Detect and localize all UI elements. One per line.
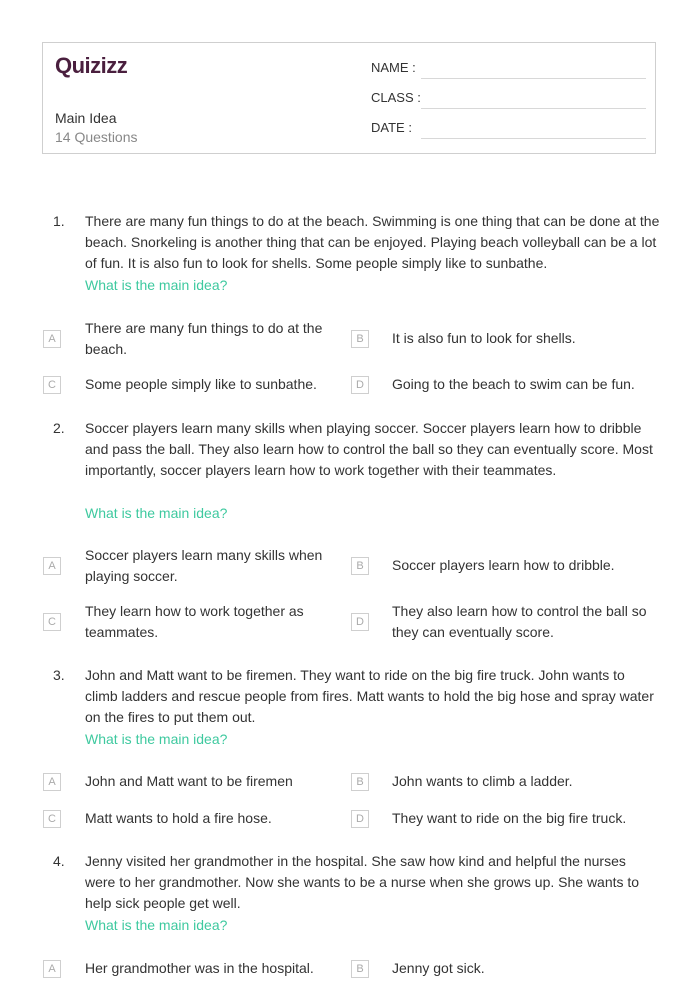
option-a-box[interactable]: A xyxy=(43,773,61,791)
option-a-text[interactable]: There are many fun things to do at the beach. xyxy=(85,320,323,357)
option-d-text[interactable]: They want to ride on the big fire truck. xyxy=(392,810,627,826)
question-prompt: What is the main idea? xyxy=(85,505,228,521)
worksheet-header xyxy=(42,42,656,154)
question-number: 3. xyxy=(53,667,65,683)
name-field[interactable] xyxy=(421,78,646,79)
question-number: 2. xyxy=(53,420,65,436)
option-b-box[interactable]: B xyxy=(351,330,369,348)
question-text: There are many fun things to do at the beach. Swimming is one thing that can be done at the beach. Snorkeling is another thing that can be enjoyed. Playing beach volleyball can be a lot of fun. It is also fun to look for shells. Some people simply like to sunbathe. xyxy=(85,213,660,271)
option-c-box[interactable]: C xyxy=(43,376,61,394)
question-number: 4. xyxy=(53,853,65,869)
date-field[interactable] xyxy=(421,138,646,139)
question-prompt: What is the main idea? xyxy=(85,731,228,747)
quizizz-logo: Quizizz xyxy=(55,53,128,78)
option-d-text[interactable]: They also learn how to control the ball so they can eventually score. xyxy=(392,603,647,640)
option-a-text[interactable]: Soccer players learn many skills when playing soccer. xyxy=(85,547,323,584)
question-prompt: What is the main idea? xyxy=(85,917,228,933)
name-label: NAME : xyxy=(371,60,416,75)
option-d-box[interactable]: D xyxy=(351,376,369,394)
option-d-text[interactable]: Going to the beach to swim can be fun. xyxy=(392,376,635,392)
question-number: 1. xyxy=(53,213,65,229)
option-a-text[interactable]: Her grandmother was in the hospital. xyxy=(85,960,314,976)
option-d-box[interactable]: D xyxy=(351,810,369,828)
option-a-box[interactable]: A xyxy=(43,557,61,575)
option-a-box[interactable]: A xyxy=(43,330,61,348)
question-count: 14 Questions xyxy=(55,129,138,145)
option-b-text[interactable]: John wants to climb a ladder. xyxy=(392,773,573,789)
class-field[interactable] xyxy=(421,108,646,109)
option-b-text[interactable]: Jenny got sick. xyxy=(392,960,485,976)
question-text: Jenny visited her grandmother in the hospital. She saw how kind and helpful the nurses were to her grandmother. Now she wants to be a nurse when she grows up. She wants to help sick people get well. xyxy=(85,853,640,911)
option-c-text[interactable]: Matt wants to hold a fire hose. xyxy=(85,810,272,826)
question-text: Soccer players learn many skills when playing soccer. Soccer players learn how to dribble and pass the ball. They also learn how to control the ball so they can eventually score. Most importantly, soccer players learn how to work together with their teammates. xyxy=(85,420,653,478)
option-a-text[interactable]: John and Matt want to be firemen xyxy=(85,773,293,789)
option-c-box[interactable]: C xyxy=(43,810,61,828)
option-b-text[interactable]: Soccer players learn how to dribble. xyxy=(392,557,615,573)
option-c-text[interactable]: They learn how to work together as teammates. xyxy=(85,603,304,640)
worksheet-title: Main Idea xyxy=(55,110,117,126)
option-d-box[interactable]: D xyxy=(351,613,369,631)
option-c-box[interactable]: C xyxy=(43,613,61,631)
option-a-box[interactable]: A xyxy=(43,960,61,978)
question-prompt: What is the main idea? xyxy=(85,277,228,293)
date-label: DATE : xyxy=(371,120,412,135)
option-b-box[interactable]: B xyxy=(351,557,369,575)
option-c-text[interactable]: Some people simply like to sunbathe. xyxy=(85,376,317,392)
option-b-text[interactable]: It is also fun to look for shells. xyxy=(392,330,576,346)
question-text: John and Matt want to be firemen. They want to ride on the big fire truck. John wants to climb ladders and rescue people from fires. Matt wants to hold the big hose and spray water on the fires to put them out. xyxy=(85,667,654,725)
option-b-box[interactable]: B xyxy=(351,773,369,791)
class-label: CLASS : xyxy=(371,90,421,105)
option-b-box[interactable]: B xyxy=(351,960,369,978)
